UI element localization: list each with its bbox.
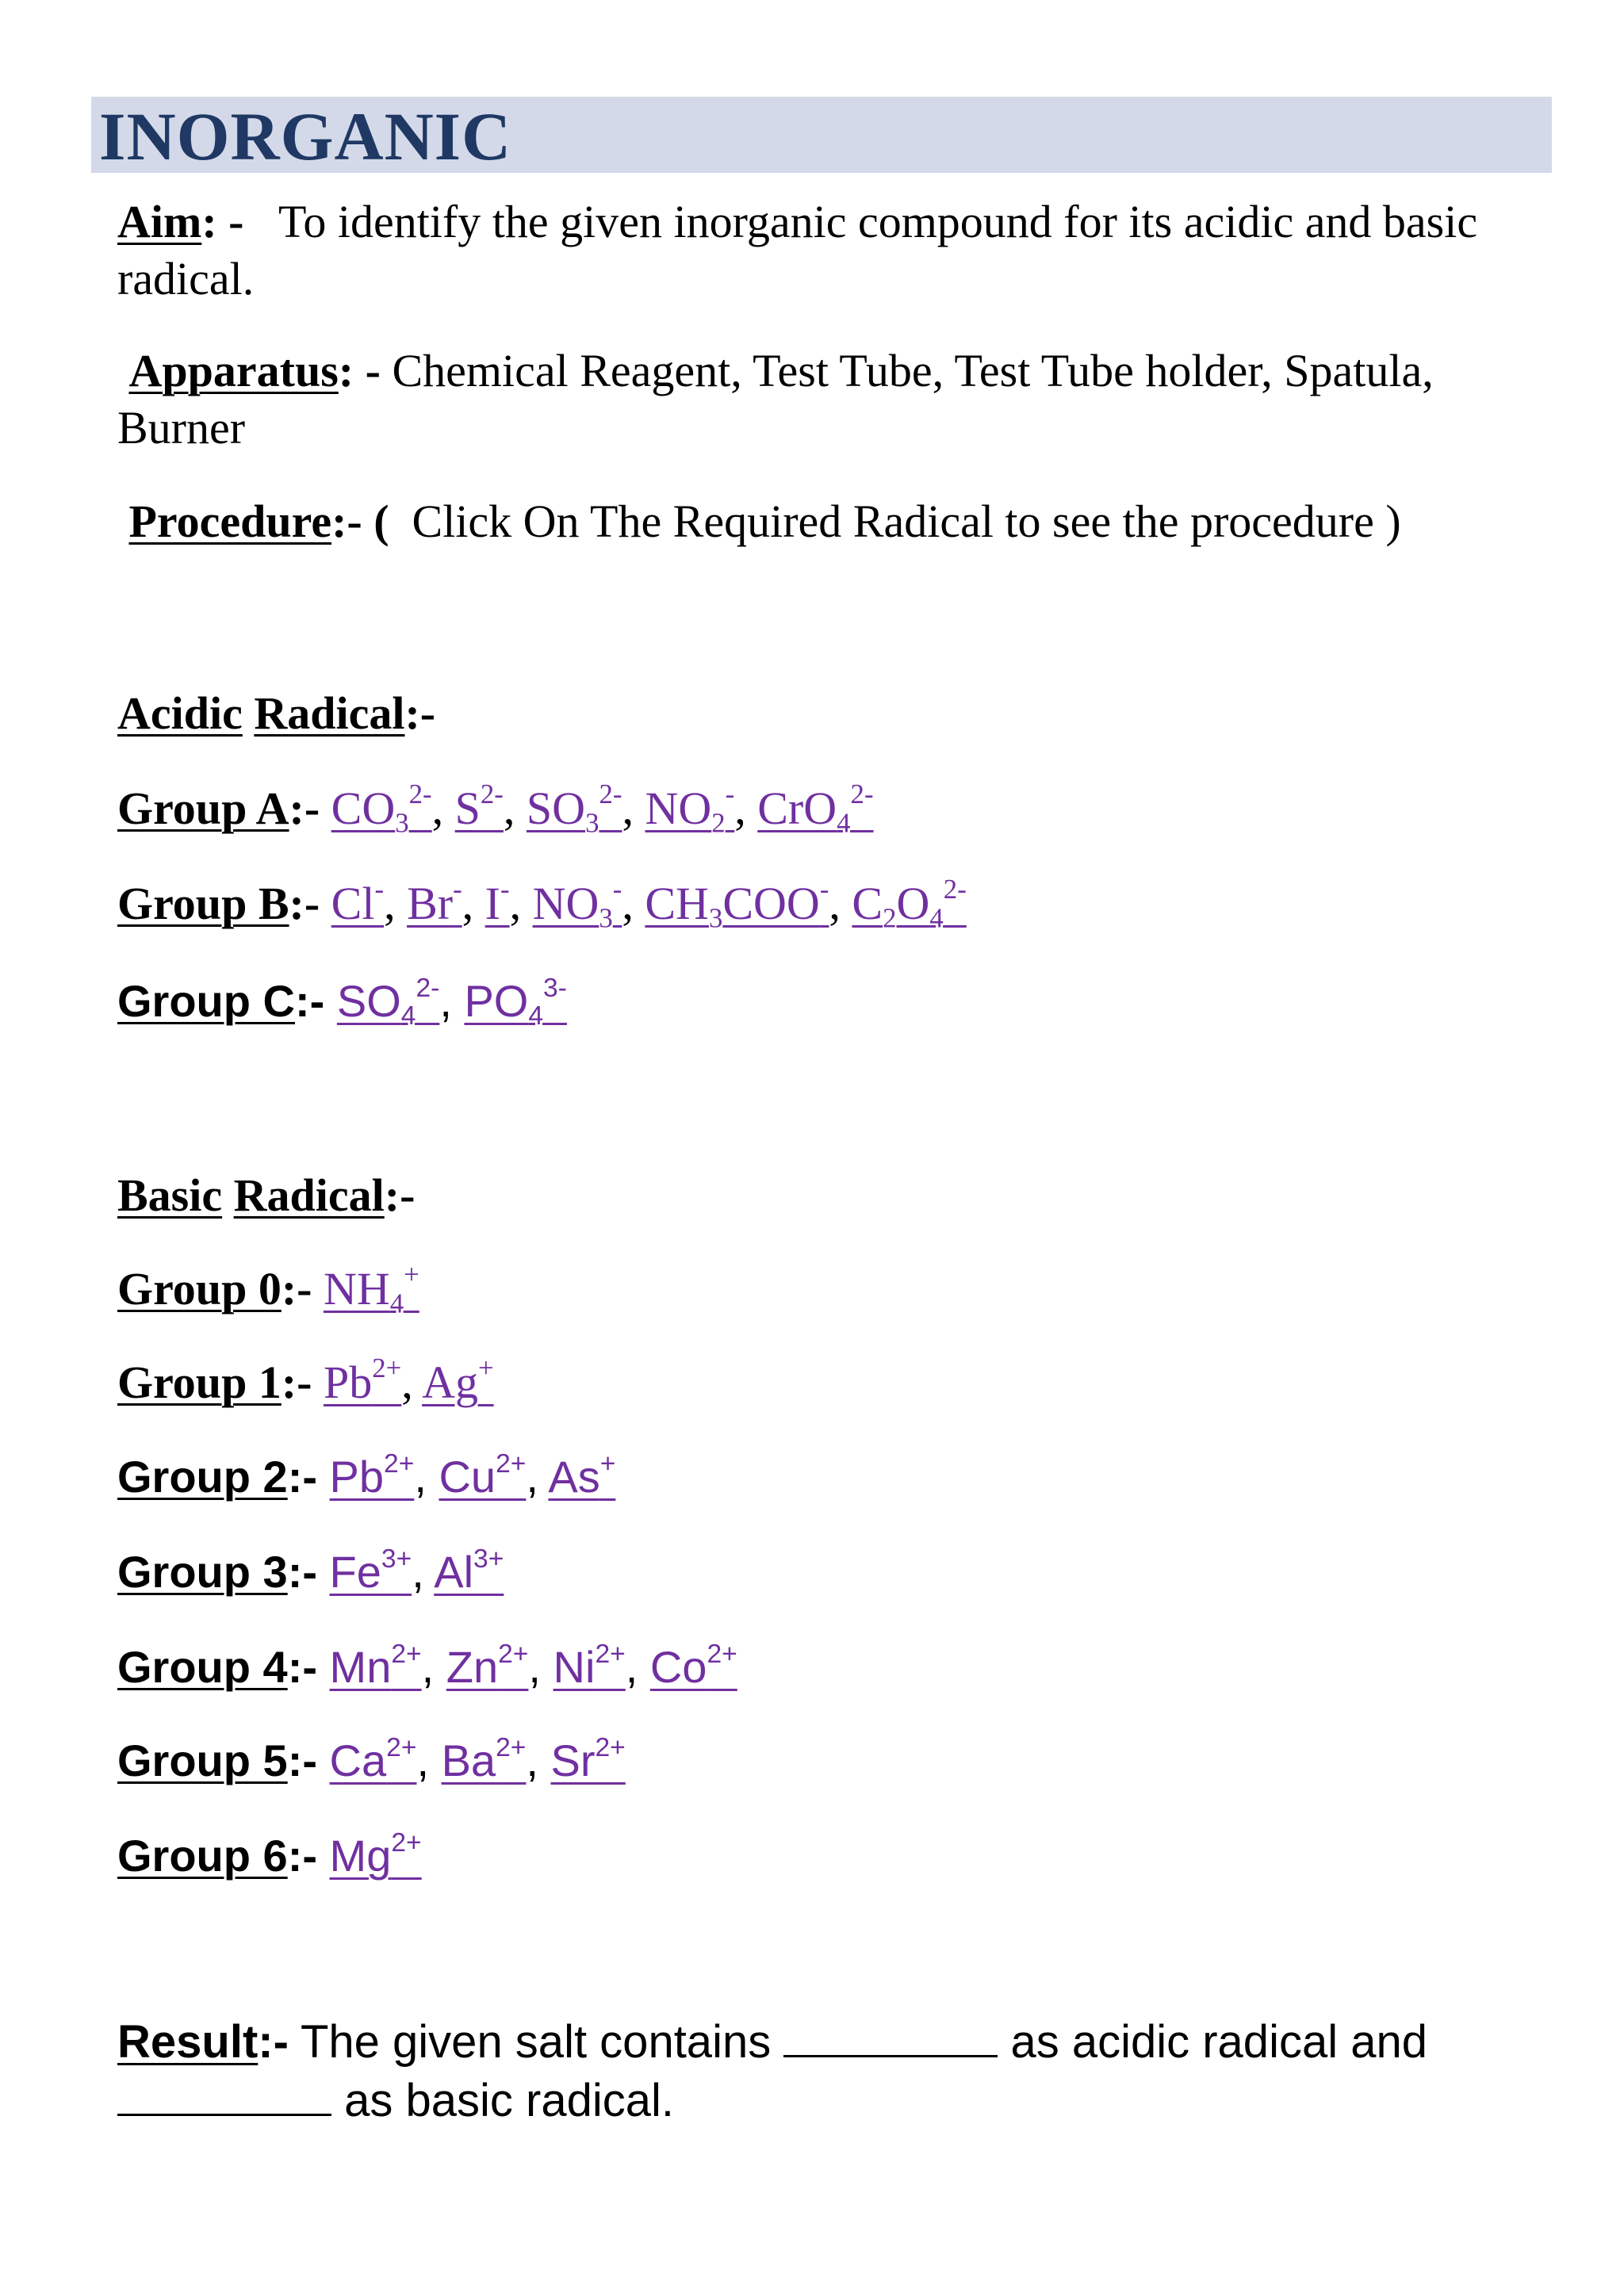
result-label: Result xyxy=(117,2016,259,2068)
ion-sub2: 4 xyxy=(929,902,944,934)
radical-link[interactable] xyxy=(441,1732,527,1785)
ion-sup: 2+ xyxy=(595,1639,626,1669)
basic-heading-word1: Basic xyxy=(117,1169,223,1221)
basic-heading-suffix: :- xyxy=(384,1169,416,1221)
ion-base: Ca xyxy=(329,1735,387,1785)
acidic-radical-heading xyxy=(117,687,435,740)
ion-tail: COO xyxy=(722,878,820,929)
ion-separator: , xyxy=(401,1357,423,1408)
ion-sup: 2- xyxy=(599,778,622,809)
ion-separator: , xyxy=(462,878,485,929)
ion-base: Fe xyxy=(329,1547,381,1597)
ion-sub: 4 xyxy=(389,1288,404,1319)
radical-link[interactable] xyxy=(645,873,829,934)
ion-sup: - xyxy=(819,873,829,905)
group-label: Group A xyxy=(117,783,289,834)
ion-base: Ba xyxy=(441,1735,496,1785)
group-label-suffix: :- xyxy=(281,1263,312,1314)
group-label: Group 4 xyxy=(117,1642,288,1692)
aim-text-1: To identify the given inorganic compound for its acidic and basic xyxy=(278,196,1478,247)
ion-base: SO xyxy=(336,976,401,1026)
radical-link[interactable] xyxy=(645,778,735,839)
radical-link[interactable] xyxy=(336,973,440,1031)
ion-base: Co xyxy=(649,1642,707,1692)
ion-sup: - xyxy=(612,873,622,905)
radical-link[interactable] xyxy=(323,1352,402,1408)
ion-separator: , xyxy=(526,1735,551,1785)
result-text-1: The given salt contains xyxy=(300,2016,772,2068)
ion-base: PO xyxy=(464,976,529,1026)
ion-sup: 3+ xyxy=(381,1544,412,1574)
radical-link[interactable] xyxy=(439,1448,527,1502)
ion-separator: , xyxy=(431,783,455,834)
radical-link[interactable] xyxy=(548,1448,616,1502)
procedure-label: Procedure xyxy=(128,496,332,547)
basic-group-2-row xyxy=(117,1448,616,1502)
radical-link[interactable] xyxy=(323,1258,419,1319)
ion-sub: 2 xyxy=(711,807,726,839)
group-label-suffix: :- xyxy=(287,1642,317,1692)
ion-base: Al xyxy=(434,1547,474,1597)
ion-base: Ag xyxy=(422,1357,478,1408)
group-label-suffix: :- xyxy=(287,1831,317,1881)
radical-link[interactable] xyxy=(329,1732,417,1785)
apparatus-label: Apparatus xyxy=(128,345,339,396)
group-label-suffix: :- xyxy=(281,1357,312,1408)
ion-sup: 2- xyxy=(416,973,440,1003)
basic-heading-word2: Radical xyxy=(233,1169,385,1221)
acidic-heading-suffix: :- xyxy=(404,687,436,739)
ion-base: Pb xyxy=(323,1357,373,1408)
aim-label: Aim xyxy=(117,196,202,247)
acidic-group-a-row xyxy=(117,778,874,839)
group-label: Group 6 xyxy=(117,1831,288,1881)
ion-sup: 2+ xyxy=(391,1827,422,1858)
ion-base: I xyxy=(485,878,500,929)
ion-sub: 2 xyxy=(883,902,897,934)
ion-separator: , xyxy=(829,878,852,929)
radical-link[interactable] xyxy=(550,1732,626,1785)
basic-group-0-row xyxy=(117,1258,419,1319)
ion-sup: 2+ xyxy=(595,1732,626,1762)
ion-base: NH xyxy=(323,1263,390,1314)
group-label-suffix: :- xyxy=(287,1735,317,1785)
group-label-suffix: :- xyxy=(294,976,325,1026)
radical-link[interactable] xyxy=(407,873,462,929)
radical-link[interactable] xyxy=(329,1639,422,1692)
ion-base: Br xyxy=(407,878,454,929)
ion-sup: - xyxy=(453,873,462,905)
ion-sup: - xyxy=(725,778,735,809)
radical-link[interactable] xyxy=(649,1639,737,1692)
ion-sup: 2+ xyxy=(391,1639,422,1669)
ion-base: Mg xyxy=(329,1831,392,1881)
radical-link[interactable] xyxy=(464,973,567,1031)
ion-separator: , xyxy=(421,1642,446,1692)
ion-separator: , xyxy=(622,878,645,929)
radical-link[interactable] xyxy=(331,778,432,839)
ion-sup: 2+ xyxy=(496,1448,527,1479)
radical-link[interactable] xyxy=(485,873,510,929)
ion-base: Cl xyxy=(331,878,375,929)
ion-sup: 2+ xyxy=(372,1352,402,1383)
procedure-line xyxy=(117,495,1401,548)
ion-separator: , xyxy=(528,1642,553,1692)
ion-base: SO xyxy=(526,783,586,834)
ion-sup: 3+ xyxy=(473,1544,504,1574)
basic-radical-blank[interactable] xyxy=(117,2072,331,2116)
radical-link[interactable] xyxy=(434,1544,504,1597)
acidic-heading-word1: Acidic xyxy=(117,687,243,739)
ion-sup: 2- xyxy=(480,778,504,809)
ion-base: Ni xyxy=(553,1642,596,1692)
title-bar xyxy=(91,97,1552,173)
ion-base: Pb xyxy=(329,1452,385,1502)
ion-separator: , xyxy=(734,783,758,834)
ion-separator: , xyxy=(526,1452,549,1502)
basic-radical-heading xyxy=(117,1169,415,1222)
result-line-2 xyxy=(117,2072,674,2127)
procedure-colon: :- ( xyxy=(331,496,389,547)
radical-link[interactable] xyxy=(852,873,967,934)
ion-base: CH xyxy=(645,878,709,929)
group-label: Group B xyxy=(117,878,289,929)
procedure-text: Click On The Required Radical to see the procedure ) xyxy=(412,496,1401,547)
radical-link[interactable] xyxy=(526,778,622,839)
ion-separator: , xyxy=(439,976,465,1026)
ion-sup: 2+ xyxy=(386,1732,417,1762)
ion-base: Cu xyxy=(439,1452,496,1502)
basic-group-6-row xyxy=(117,1827,422,1881)
ion-base: C xyxy=(852,878,883,929)
ion-sub: 3 xyxy=(599,902,613,934)
ion-base: Zn xyxy=(446,1642,499,1692)
ion-sup: - xyxy=(374,873,385,905)
radical-link[interactable] xyxy=(757,778,874,839)
ion-sup: 2- xyxy=(408,778,432,809)
ion-sub: 4 xyxy=(528,1001,544,1031)
radical-link[interactable] xyxy=(553,1639,626,1692)
radical-link[interactable] xyxy=(329,1448,415,1502)
result-suffix: :- xyxy=(258,2016,289,2068)
acidic-radical-blank[interactable] xyxy=(783,2014,998,2057)
acidic-group-b-row xyxy=(117,873,967,934)
apparatus-line-2 xyxy=(117,401,245,454)
apparatus-colon: : - xyxy=(338,345,381,396)
radical-link[interactable] xyxy=(532,873,622,934)
ion-separator: , xyxy=(416,1735,442,1785)
ion-sup: 2+ xyxy=(498,1639,529,1669)
ion-sup: 2+ xyxy=(384,1448,415,1479)
ion-separator: , xyxy=(412,1547,435,1597)
ion-base: NO xyxy=(532,878,599,929)
ion-sup: + xyxy=(404,1258,419,1290)
radical-link[interactable] xyxy=(329,1544,412,1597)
ion-sup: 3- xyxy=(543,973,567,1003)
ion-sub: 4 xyxy=(837,807,851,839)
ion-sub: 3 xyxy=(395,807,409,839)
basic-group-5-row xyxy=(117,1732,626,1786)
aim-colon: : - xyxy=(201,196,244,247)
ion-base: Mn xyxy=(329,1642,392,1692)
result-text-2: as acidic radical and xyxy=(1010,2016,1427,2068)
group-label: Group 0 xyxy=(117,1263,282,1314)
ion-sub: 4 xyxy=(400,1001,416,1031)
apparatus-line-1 xyxy=(117,344,1434,397)
ion-separator: , xyxy=(384,878,408,929)
group-label: Group C xyxy=(117,976,295,1026)
ion-sup: - xyxy=(500,873,510,905)
ion-base: Sr xyxy=(550,1735,596,1785)
group-label: Group 5 xyxy=(117,1735,288,1785)
group-label-suffix: :- xyxy=(287,1547,317,1597)
ion-separator: , xyxy=(414,1452,439,1502)
ion-base: CO xyxy=(331,783,396,834)
ion-base: CrO xyxy=(757,783,837,834)
ion-sup: 2- xyxy=(850,778,874,809)
ion-separator: , xyxy=(509,878,533,929)
basic-group-1-row xyxy=(117,1352,494,1409)
ion-separator: , xyxy=(622,783,645,834)
ion-base: S xyxy=(454,783,481,834)
group-label: Group 3 xyxy=(117,1547,288,1597)
ion-base: NO xyxy=(645,783,712,834)
acidic-heading-word2: Radical xyxy=(254,687,405,739)
radical-link[interactable] xyxy=(454,778,504,834)
group-label-suffix: :- xyxy=(289,783,320,834)
ion-sup: 2- xyxy=(943,873,967,905)
group-label-suffix: :- xyxy=(289,878,320,929)
acidic-group-c-row xyxy=(117,973,567,1031)
ion-sup: 2+ xyxy=(496,1732,527,1762)
basic-group-3-row xyxy=(117,1546,504,1598)
page-title: INORGANIC xyxy=(99,98,512,174)
ion-sup: + xyxy=(477,1352,494,1383)
ion-sup: 2+ xyxy=(707,1639,737,1669)
group-label: Group 1 xyxy=(117,1357,282,1408)
basic-group-4-row xyxy=(117,1641,737,1693)
radical-link[interactable] xyxy=(446,1639,529,1692)
ion-sup: + xyxy=(599,1448,616,1479)
result-line-1 xyxy=(117,2014,1427,2068)
ion-separator: , xyxy=(503,783,527,834)
group-label: Group 2 xyxy=(117,1452,288,1502)
ion-sub: 3 xyxy=(708,902,723,934)
aim-line-2 xyxy=(117,252,254,305)
apparatus-text-2: Burner xyxy=(117,402,246,453)
radical-link[interactable] xyxy=(331,873,385,929)
aim-text-2: radical. xyxy=(117,253,255,304)
ion-mid: O xyxy=(896,878,930,929)
ion-separator: , xyxy=(625,1642,650,1692)
result-text-3: as basic radical. xyxy=(344,2075,674,2127)
radical-link[interactable] xyxy=(329,1827,422,1881)
aim-line-1 xyxy=(117,195,1477,248)
ion-base: As xyxy=(548,1452,600,1502)
radical-link[interactable] xyxy=(422,1352,494,1408)
ion-sub: 3 xyxy=(585,807,599,839)
group-label-suffix: :- xyxy=(287,1452,317,1502)
apparatus-text-1: Chemical Reagent, Test Tube, Test Tube holder, Spatula, xyxy=(392,345,1434,396)
